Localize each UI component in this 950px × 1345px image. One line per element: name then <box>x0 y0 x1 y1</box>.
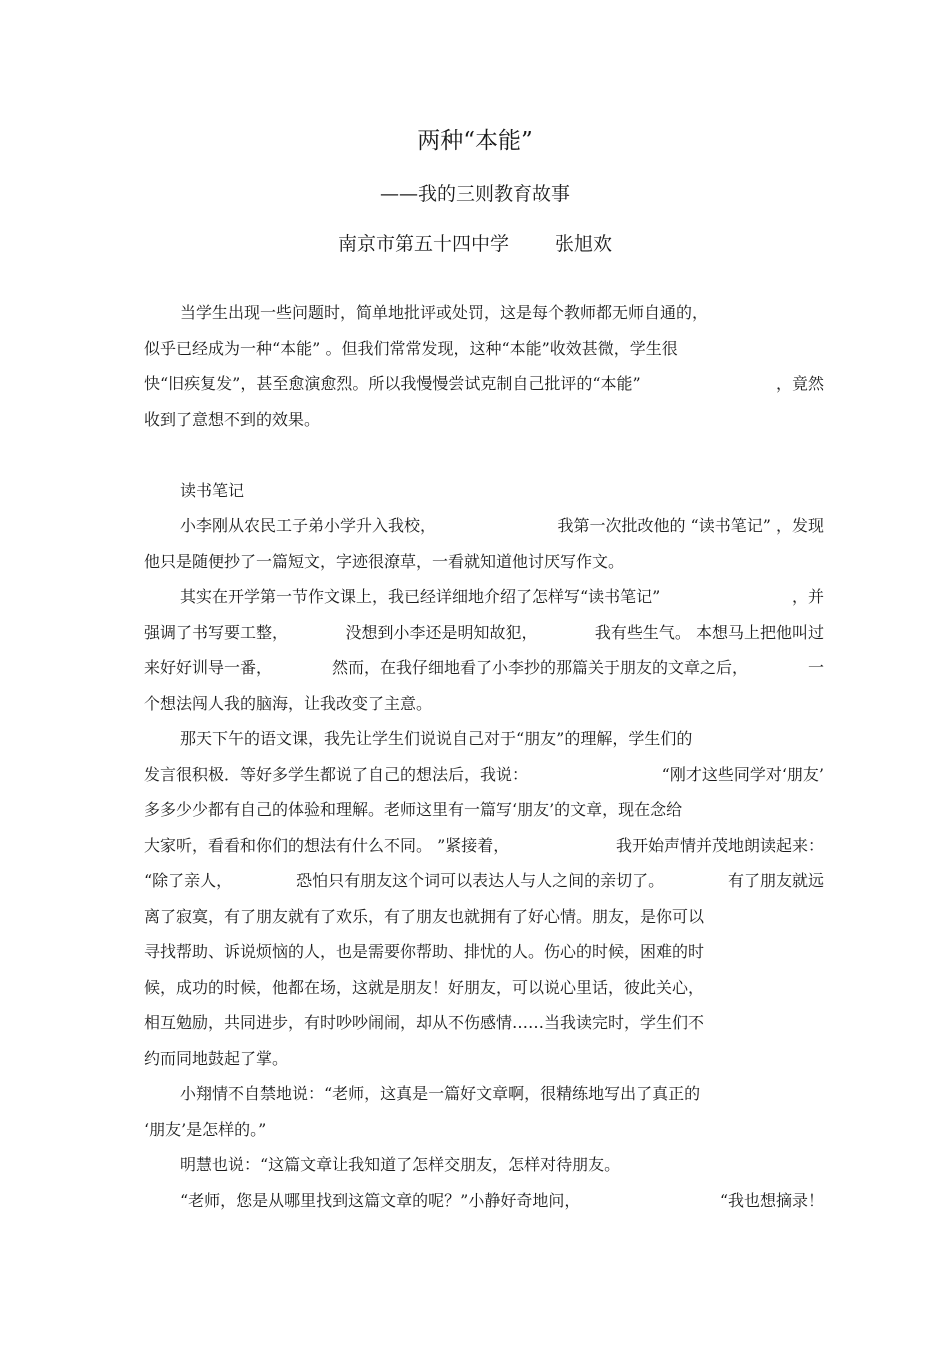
text-segment: 小翔情不自禁地说：“老师，这真是一篇好文章啊，很精练地写出了真正的 <box>180 1084 701 1103</box>
document-body <box>144 295 824 1218</box>
text-segment: 强调了书写要工整， <box>144 622 289 642</box>
text-line <box>144 1112 824 1148</box>
text-line <box>144 828 824 864</box>
byline <box>0 229 950 259</box>
text-line <box>144 1005 824 1041</box>
text-segment: “除了亲人， <box>144 871 233 890</box>
spacer <box>144 437 824 473</box>
text-line <box>144 970 824 1006</box>
text-line <box>144 366 824 402</box>
byline-author: 张旭欢 <box>555 233 613 255</box>
text-line <box>144 544 824 580</box>
paragraph <box>144 721 824 1076</box>
document-title: 两种“本能” <box>417 128 533 154</box>
text-segment: 发言很积极．等好多学生都说了自己的想法后，我说： <box>144 764 529 784</box>
paragraph <box>144 1076 824 1147</box>
text-line <box>144 295 824 331</box>
text-segment: 约而同地鼓起了掌。 <box>144 1048 289 1068</box>
text-segment: 我第一次批改他的 “读书笔记” ，发现 <box>557 516 824 535</box>
text-segment: ，并 <box>791 587 824 606</box>
text-line <box>144 579 824 615</box>
text-segment: 当学生出现一些问题时，简单地批评或处罚，这是每个教师都无师自通的， <box>180 303 709 322</box>
text-segment: 其实在开学第一节作文课上，我已经详细地介绍了怎样写“读书笔记” <box>180 587 661 606</box>
text-segment: 他只是随便抄了一篇短文，字迹很潦草，一看就知道他讨厌写作文。 <box>144 551 625 571</box>
text-segment: 小李刚从农民工子弟小学升入我校， <box>180 516 437 535</box>
text-segment: “刚才这些同学对‘朋友’ <box>661 764 824 784</box>
text-line <box>144 331 824 367</box>
text-line <box>144 1183 824 1219</box>
text-segment: 个想法闯人我的脑海，让我改变了主意。 <box>144 693 433 713</box>
text-segment: 然而，在我仔细地看了小李抄的那篇关于朋友的文章之后， <box>331 658 748 677</box>
text-line <box>144 1147 824 1183</box>
text-segment: 来好好训导一番， <box>144 658 273 677</box>
text-segment: ，竟然 <box>775 374 824 393</box>
text-segment: 没想到小李还是明知故犯， <box>345 622 538 642</box>
text-segment: 我开始声情并茂地朗读起来： <box>615 835 824 855</box>
paragraph <box>144 1147 824 1183</box>
text-line <box>144 721 824 757</box>
text-segment: 大家听，看看和你们的想法有什么不同。 ”紧接着， <box>144 835 510 855</box>
text-segment: 恐怕只有朋友这个词可以表达人与人之间的亲切了。 <box>296 871 665 890</box>
text-line <box>144 1076 824 1112</box>
text-segment: 似乎已经成为一种“本能” 。但我们常常发现，这种“本能”收效甚微，学生很 <box>144 338 678 358</box>
text-segment: 那天下午的语文课，我先让学生们说说自己对于“朋友”的理解，学生们的 <box>180 729 693 748</box>
text-line <box>144 863 824 899</box>
section-heading: 读书笔记 <box>180 480 245 500</box>
text-line <box>144 402 824 438</box>
text-segment: 多多少少都有自己的体验和理解。老师这里有一篇写‘朋友’的文章，现在念给 <box>144 800 683 819</box>
text-segment: 一 <box>807 658 824 677</box>
paragraph <box>144 1183 824 1219</box>
text-segment: 快“旧疾复发”，甚至愈演愈烈。所以我慢慢尝试克制自己批评的“本能” <box>144 374 641 393</box>
text-line <box>144 1041 824 1077</box>
text-segment: 明慧也说：“这篇文章让我知道了怎样交朋友，怎样对待朋友。 <box>180 1155 621 1174</box>
text-line <box>144 792 824 828</box>
text-segment: 离了寂寞，有了朋友就有了欢乐，有了朋友也就拥有了好心情。朋友，是你可以 <box>144 906 705 926</box>
text-line <box>144 686 824 722</box>
byline-school: 南京市第五十四中学 <box>337 233 509 255</box>
text-segment: ‘朋友’是怎样的。” <box>144 1119 267 1139</box>
text-segment: 寻找帮助、诉说烦恼的人，也是需要你帮助、排忧的人。伤心的时候，困难的时 <box>144 942 705 961</box>
text-segment: 候，成功的时候，他都在场，这就是朋友！好朋友，可以说心里话，彼此关心， <box>144 977 705 997</box>
text-line <box>144 650 824 686</box>
text-segment: “老师，您是从哪里找到这篇文章的呢？”小静好奇地问， <box>180 1190 581 1210</box>
text-segment: 我有些生气。 本想马上把他叫过 <box>594 622 824 642</box>
text-line <box>144 508 824 544</box>
intro-paragraph <box>144 295 824 437</box>
text-segment: 收到了意想不到的效果。 <box>144 409 321 429</box>
paragraph <box>144 508 824 579</box>
document-subtitle: ——我的三则教育故事 <box>379 183 570 205</box>
text-line <box>144 934 824 970</box>
text-segment: “我也想摘录！ <box>719 1190 824 1210</box>
text-line <box>144 899 824 935</box>
text-segment: 相互勉励，共同进步，有时吵吵闹闹，却从不伤感情……当我读完时，学生们不 <box>144 1013 705 1032</box>
paragraph <box>144 579 824 721</box>
text-segment: 有了朋友就远 <box>727 871 824 890</box>
text-line <box>144 615 824 651</box>
text-line <box>144 757 824 793</box>
